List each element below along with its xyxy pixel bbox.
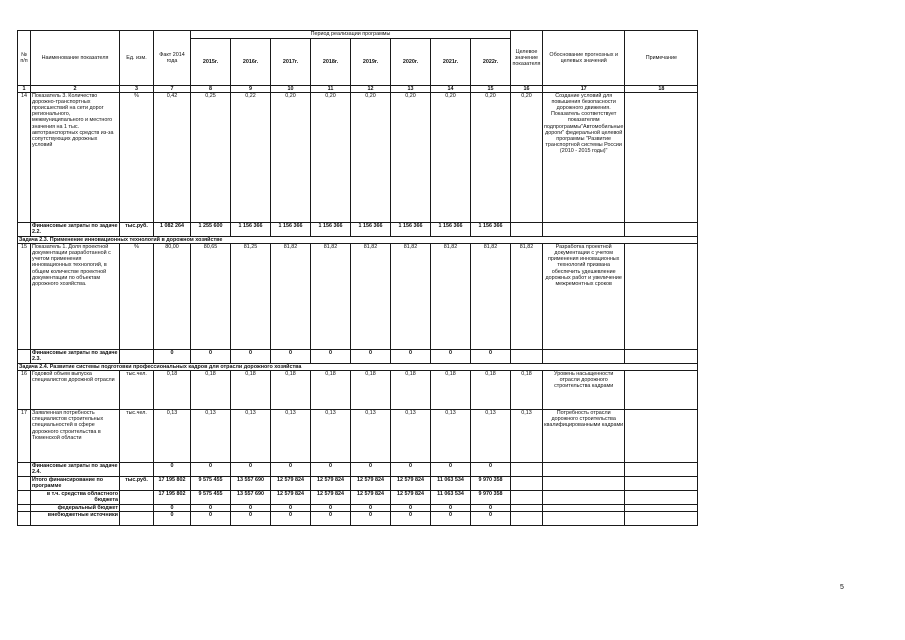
empty-cell [511, 491, 543, 505]
regional-budget-value: 9 970 358 [471, 491, 511, 505]
target-value-cell: 0,13 [511, 410, 543, 463]
header-year: 2019г. [351, 39, 391, 86]
regional-budget-value: 12 579 824 [351, 491, 391, 505]
financing-value: 1 156 366 [391, 223, 431, 237]
note-cell [625, 410, 698, 463]
financing-value: 1 156 366 [271, 223, 311, 237]
value-cell: 0,20 [271, 93, 311, 223]
value-cell: 81,82 [351, 244, 391, 350]
empty-cell [625, 477, 698, 491]
off-budget-value: 0 [311, 512, 351, 526]
financing-value: 0 [191, 463, 231, 477]
value-cell: 0,25 [191, 93, 231, 223]
federal-budget-value: 0 [191, 505, 231, 512]
empty-cell [18, 477, 31, 491]
note-cell [625, 371, 698, 410]
header-year: 2020г. [391, 39, 431, 86]
value-cell: 0,20 [311, 93, 351, 223]
financing-value: 0 [191, 350, 231, 364]
federal-budget-label: федеральный бюджет [31, 505, 120, 512]
financing-value: 1 156 366 [231, 223, 271, 237]
off-budget-value: 0 [351, 512, 391, 526]
value-cell: 0,13 [391, 410, 431, 463]
empty-cell [543, 350, 625, 364]
financing-value: 0 [431, 350, 471, 364]
total-financing-value: 9 575 455 [191, 477, 231, 491]
header-fact-2014: Факт 2014 года [154, 31, 191, 86]
value-cell: 0,13 [431, 410, 471, 463]
indicator-name: Заявленная потребность специалистов строительных специальностей в сфере дорожного строительства в Тюменской области [31, 410, 120, 463]
financing-value: 0 [231, 463, 271, 477]
value-cell: 0,18 [191, 371, 231, 410]
target-value-cell: 0,18 [511, 371, 543, 410]
empty-cell [543, 477, 625, 491]
regional-budget-value: 12 579 824 [391, 491, 431, 505]
value-cell: 0,13 [311, 410, 351, 463]
total-financing-label: Итого финансирование по программе [31, 477, 120, 491]
empty-cell [511, 223, 543, 237]
value-cell: 0,13 [154, 410, 191, 463]
federal-budget-value: 0 [431, 505, 471, 512]
header-year: 2017г. [271, 39, 311, 86]
note-cell [625, 93, 698, 223]
header-year: 2022г. [471, 39, 511, 86]
empty-cell [120, 505, 154, 512]
column-number: 16 [511, 86, 543, 93]
regional-budget-label: в т.ч. средства областного бюджета [31, 491, 120, 505]
financing-value: 0 [351, 350, 391, 364]
header-year: 2021г. [431, 39, 471, 86]
value-cell: 0,18 [351, 371, 391, 410]
column-number: 8 [191, 86, 231, 93]
row-number: 16 [18, 371, 31, 410]
total-financing-value: 12 579 824 [351, 477, 391, 491]
header-num: № п/п [18, 31, 31, 86]
value-cell: 81,82 [271, 244, 311, 350]
empty-cell [120, 491, 154, 505]
empty-cell [543, 512, 625, 526]
empty-cell [543, 505, 625, 512]
financing-value: 0 [471, 463, 511, 477]
target-value-cell: 0,20 [511, 93, 543, 223]
value-cell: 81,82 [391, 244, 431, 350]
empty-cell [120, 512, 154, 526]
programme-indicators-table-sheet [17, 30, 698, 526]
federal-budget-value: 0 [391, 505, 431, 512]
empty-cell [18, 512, 31, 526]
off-budget-value: 0 [154, 512, 191, 526]
indicator-name: Годовой объем выпуска специалистов дорожной отрасли [31, 371, 120, 410]
empty-cell [625, 223, 698, 237]
financing-value: 0 [471, 350, 511, 364]
column-number: 10 [271, 86, 311, 93]
task-heading: Задача 2.4. Развитие системы подготовки профессиональных кадров для отрасли дорожного хозяйства [18, 364, 698, 371]
value-cell: 0,22 [231, 93, 271, 223]
value-cell: 80,00 [154, 244, 191, 350]
value-cell: 0,20 [391, 93, 431, 223]
financing-value: 0 [231, 350, 271, 364]
total-financing-value: 11 063 534 [431, 477, 471, 491]
empty-cell [511, 512, 543, 526]
note-cell [625, 244, 698, 350]
financing-value: 0 [154, 463, 191, 477]
empty-cell [543, 223, 625, 237]
value-cell: 0,13 [271, 410, 311, 463]
row-number: 15 [18, 244, 31, 350]
row-number: 14 [18, 93, 31, 223]
financing-value: 0 [391, 463, 431, 477]
empty-cell [625, 491, 698, 505]
value-cell: 81,82 [311, 244, 351, 350]
regional-budget-value: 9 575 455 [191, 491, 231, 505]
financing-value: 1 156 366 [431, 223, 471, 237]
total-financing-value: 12 579 824 [271, 477, 311, 491]
value-cell: 0,13 [471, 410, 511, 463]
off-budget-value: 0 [431, 512, 471, 526]
header-indicator-name: Наименование показателя [31, 31, 120, 86]
financing-value: 1 156 366 [471, 223, 511, 237]
header-year: 2016г. [231, 39, 271, 86]
value-cell: 0,20 [351, 93, 391, 223]
off-budget-value: 0 [231, 512, 271, 526]
empty-cell [18, 223, 31, 237]
target-value-cell: 81,82 [511, 244, 543, 350]
column-number: 15 [471, 86, 511, 93]
column-number: 7 [154, 86, 191, 93]
header-year: 2015г. [191, 39, 231, 86]
justification-cell: Потребность отрасли дорожного строительства квалифицированными кадрами [543, 410, 625, 463]
financing-value: 0 [271, 350, 311, 364]
column-number: 9 [231, 86, 271, 93]
off-budget-value: 0 [471, 512, 511, 526]
federal-budget-value: 0 [471, 505, 511, 512]
empty-cell [511, 350, 543, 364]
unit-cell: тыс.чел. [120, 371, 154, 410]
unit-cell: % [120, 93, 154, 223]
financing-value: 1 255 600 [191, 223, 231, 237]
financing-value: 1 082 264 [154, 223, 191, 237]
empty-cell [120, 463, 154, 477]
indicator-name: Показатель 3. Количество дорожно-транспортных происшествий на сети дорог регионального, межмуниципального и местного значения на 1 тыс. автотранспортных средств из-за сопутствующих дорожных условий [31, 93, 120, 223]
off-budget-value: 0 [271, 512, 311, 526]
federal-budget-value: 0 [231, 505, 271, 512]
federal-budget-value: 0 [311, 505, 351, 512]
page-number: 5 [840, 584, 844, 591]
regional-budget-value: 13 557 690 [231, 491, 271, 505]
column-number: 13 [391, 86, 431, 93]
value-cell: 0,13 [191, 410, 231, 463]
federal-budget-value: 0 [154, 505, 191, 512]
federal-budget-value: 0 [271, 505, 311, 512]
financing-label: Финансовые затраты по задаче 2.3. [31, 350, 120, 364]
financing-value: 0 [431, 463, 471, 477]
justification-cell: Создание условий для повышения безопасности дорожного движения. Показатель соответствует показателям подпрограммы"Автомобильные дороги" федеральной целевой программы "Развитие транспортной системы России (2010 - 2015 годы)" [543, 93, 625, 223]
empty-cell [543, 463, 625, 477]
regional-budget-value: 11 063 534 [431, 491, 471, 505]
financing-label: Финансовые затраты по задаче 2.2. [31, 223, 120, 237]
total-financing-value: 17 195 802 [154, 477, 191, 491]
column-number: 18 [625, 86, 698, 93]
regional-budget-value: 12 579 824 [311, 491, 351, 505]
financing-value: 1 156 366 [351, 223, 391, 237]
financing-value: 0 [311, 463, 351, 477]
total-financing-value: 12 579 824 [391, 477, 431, 491]
column-number: 11 [311, 86, 351, 93]
header-period: Период реализации программы [191, 31, 511, 39]
indicator-name: Показатель 1. Доля проектной документации разработанной с учетом применения инновационных технологий, в общем количестве проектной документации по объектам дорожного хозяйства. [31, 244, 120, 350]
empty-cell [625, 350, 698, 364]
financing-label: Финансовые затраты по задаче 2.4. [31, 463, 120, 477]
empty-cell [511, 463, 543, 477]
financing-value: 0 [351, 463, 391, 477]
column-number: 2 [31, 86, 120, 93]
row-number: 17 [18, 410, 31, 463]
off-budget-value: 0 [191, 512, 231, 526]
unit-cell: тыс.руб. [120, 223, 154, 237]
empty-cell [18, 505, 31, 512]
financing-value: 0 [271, 463, 311, 477]
off-budget-label: внебюджетные источники [31, 512, 120, 526]
regional-budget-value: 17 195 802 [154, 491, 191, 505]
empty-cell [511, 477, 543, 491]
header-note: Примечание [625, 31, 698, 86]
header-unit: Ед. изм. [120, 31, 154, 86]
value-cell: 0,18 [271, 371, 311, 410]
empty-cell [18, 463, 31, 477]
empty-cell [625, 505, 698, 512]
unit-cell: тыс.руб. [120, 477, 154, 491]
value-cell: 0,18 [431, 371, 471, 410]
value-cell: 81,25 [231, 244, 271, 350]
value-cell: 0,18 [471, 371, 511, 410]
header-justification: Обоснование прогнозных и целевых значений [543, 31, 625, 86]
column-number: 1 [18, 86, 31, 93]
unit-cell: тыс.чел. [120, 410, 154, 463]
value-cell: 0,42 [154, 93, 191, 223]
financing-value: 1 156 366 [311, 223, 351, 237]
value-cell: 0,18 [391, 371, 431, 410]
empty-cell [625, 463, 698, 477]
value-cell: 0,18 [154, 371, 191, 410]
financing-value: 0 [391, 350, 431, 364]
value-cell: 0,20 [431, 93, 471, 223]
financing-value: 0 [154, 350, 191, 364]
empty-cell [120, 350, 154, 364]
empty-cell [625, 512, 698, 526]
value-cell: 0,20 [471, 93, 511, 223]
value-cell: 0,18 [231, 371, 271, 410]
empty-cell [18, 491, 31, 505]
header-target-value: Целевое значение показателя [511, 31, 543, 86]
column-number: 12 [351, 86, 391, 93]
value-cell: 80,65 [191, 244, 231, 350]
regional-budget-value: 12 579 824 [271, 491, 311, 505]
total-financing-value: 12 579 824 [311, 477, 351, 491]
column-number: 17 [543, 86, 625, 93]
empty-cell [18, 350, 31, 364]
column-number: 14 [431, 86, 471, 93]
federal-budget-value: 0 [351, 505, 391, 512]
column-number: 3 [120, 86, 154, 93]
task-heading: Задача 2.3. Применение инновационных технологий в дорожном хозяйстве [18, 237, 698, 244]
programme-indicators-table [17, 30, 698, 526]
justification-cell: Уровень насыщенности отрасли дорожного строительства кадрами [543, 371, 625, 410]
value-cell: 81,82 [471, 244, 511, 350]
justification-cell: Разработка проектной документации с учетом применения инновационных технологий призвана обеспечить удешевление дорожных работ и увеличение межремонтных сроков [543, 244, 625, 350]
off-budget-value: 0 [391, 512, 431, 526]
value-cell: 0,13 [351, 410, 391, 463]
header-year: 2018г. [311, 39, 351, 86]
value-cell: 81,82 [431, 244, 471, 350]
value-cell: 0,13 [231, 410, 271, 463]
financing-value: 0 [311, 350, 351, 364]
value-cell: 0,18 [311, 371, 351, 410]
empty-cell [511, 505, 543, 512]
empty-cell [543, 491, 625, 505]
unit-cell: % [120, 244, 154, 350]
total-financing-value: 13 557 690 [231, 477, 271, 491]
total-financing-value: 9 970 358 [471, 477, 511, 491]
